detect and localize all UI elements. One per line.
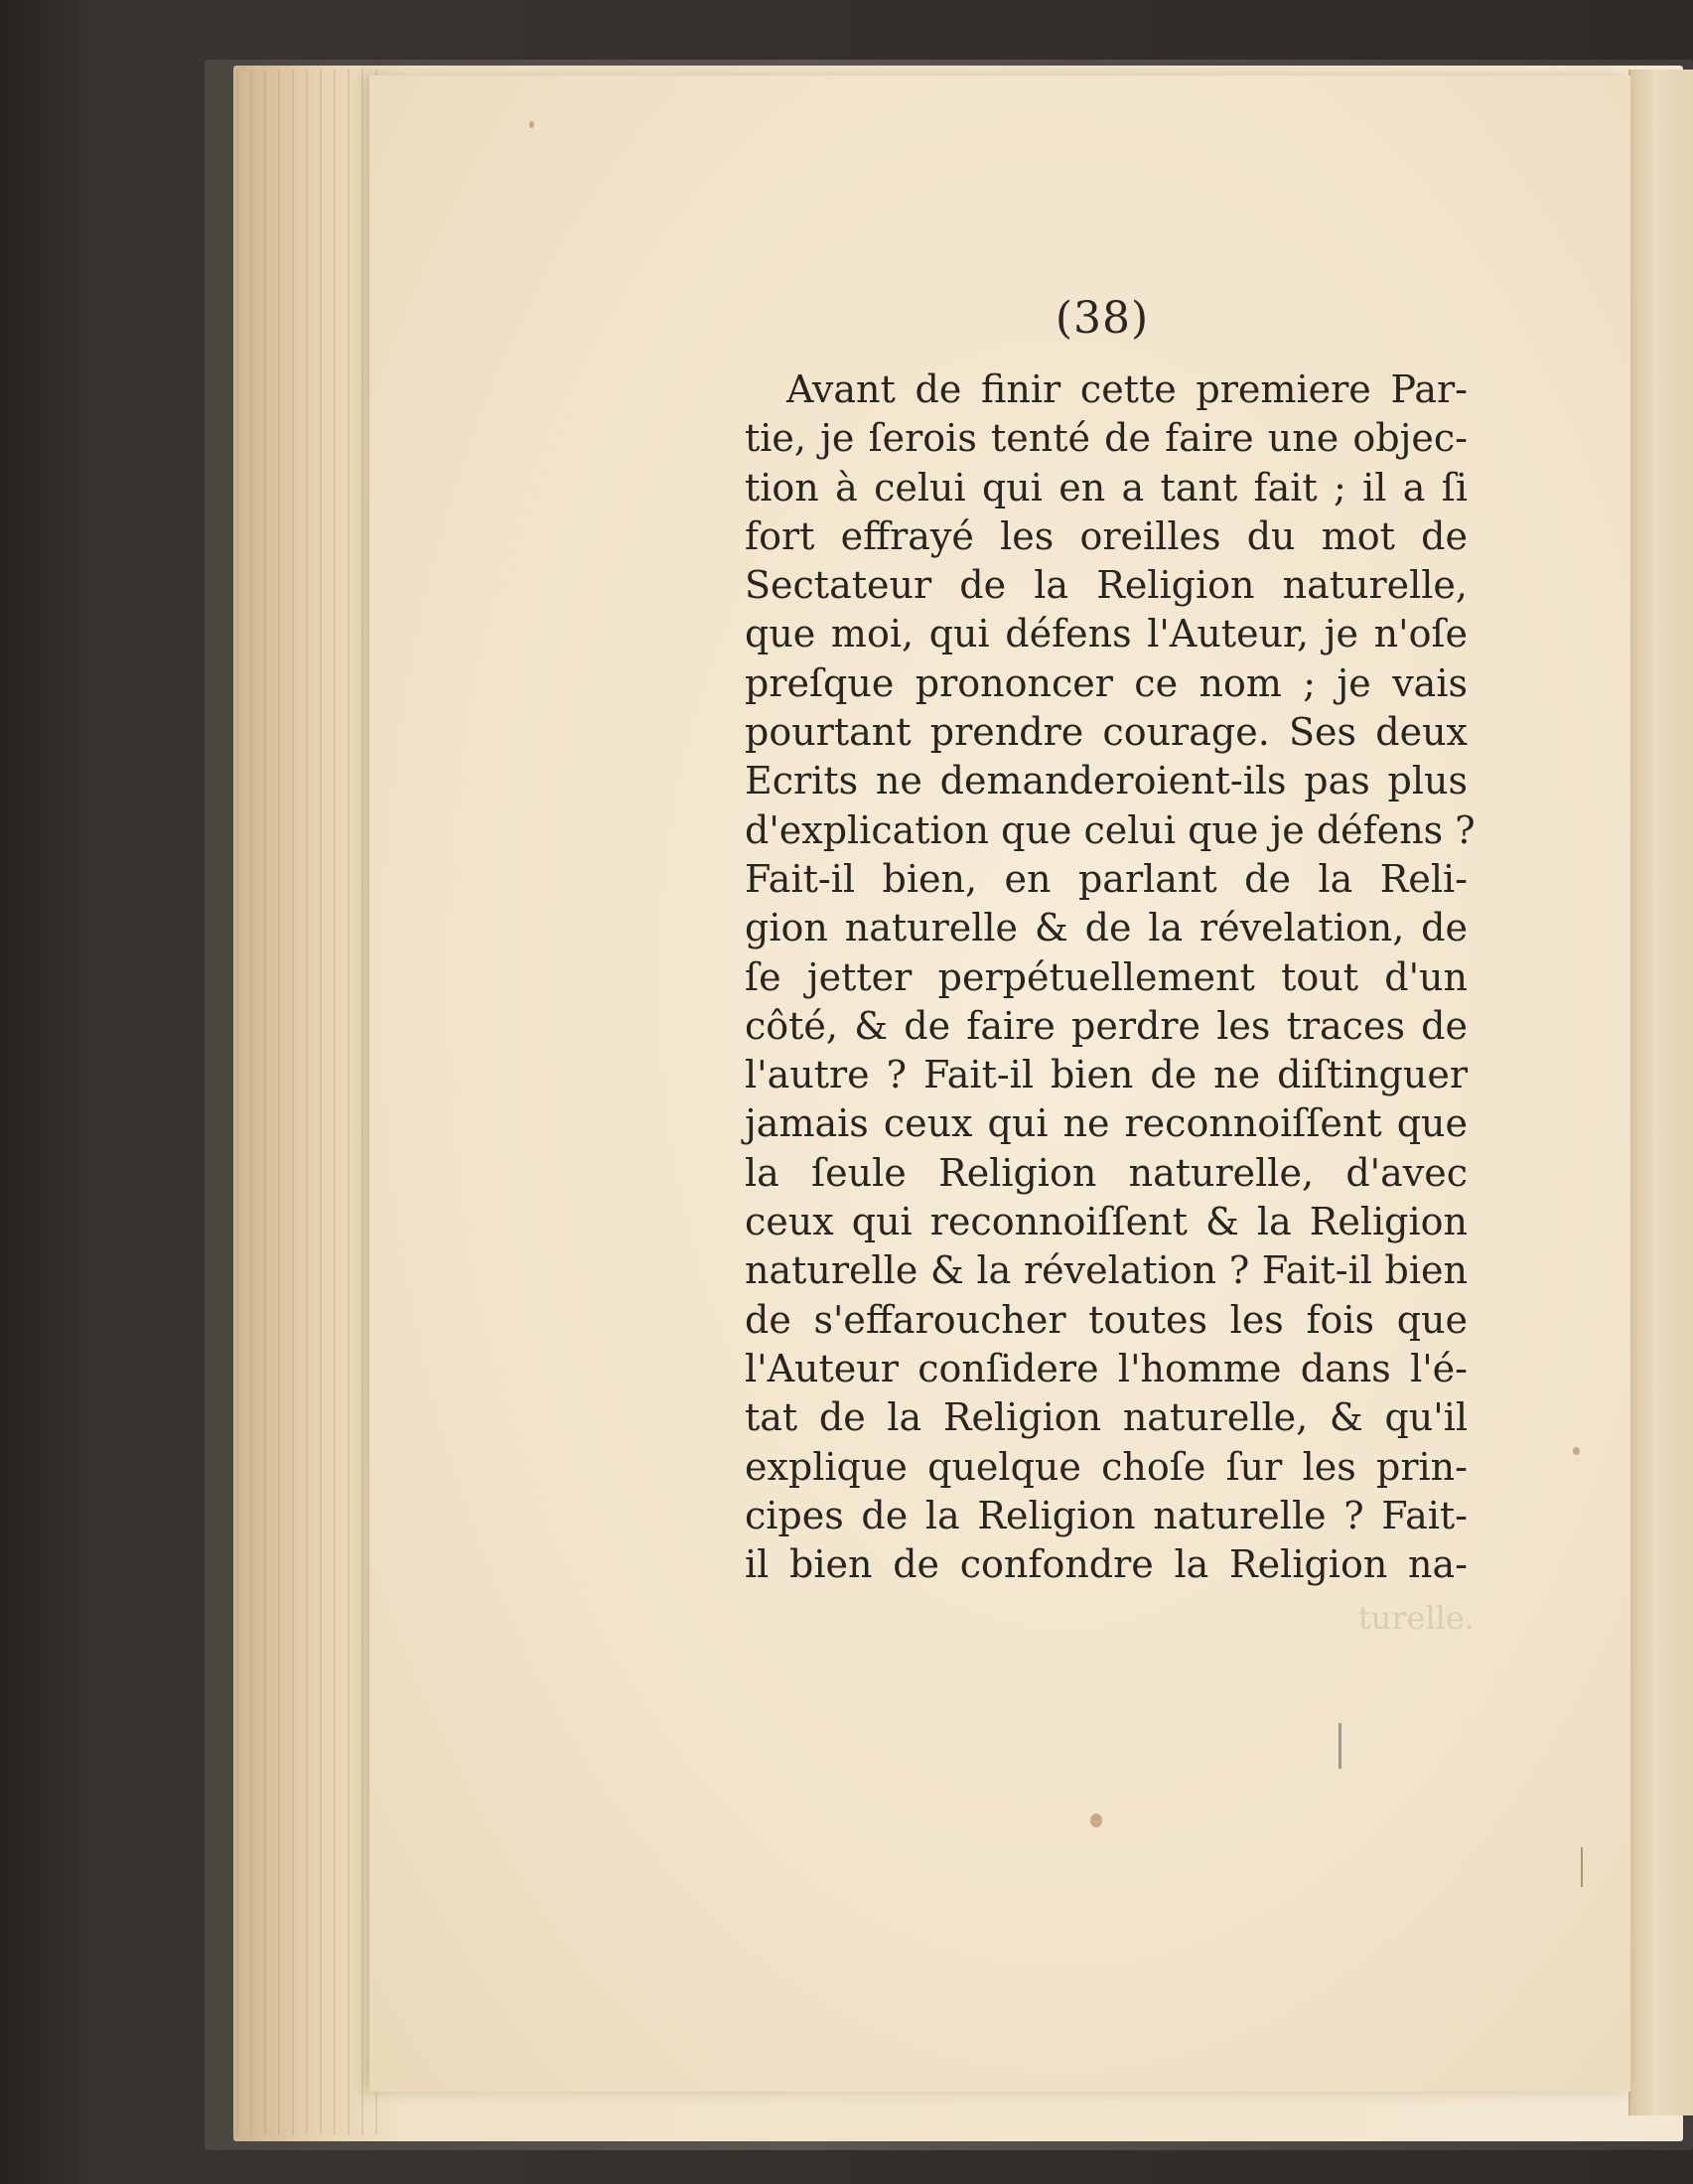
text-line: naturelle & la révelation ? Fait-il bien [745, 1248, 1468, 1293]
text-line: Sectateur de la Religion naturelle, [745, 563, 1468, 608]
foxing-spot [529, 121, 534, 128]
text-line: que moi, qui défens l'Auteur, je n'oſe [745, 612, 1468, 656]
text-line: ſe jetter perpétuellement tout d'un [745, 954, 1468, 999]
bleed-through-catchword: turelle. [1357, 1599, 1475, 1637]
text-line: explique quelque choſe ſur les prin- [745, 1444, 1468, 1489]
text-line: tat de la Religion naturelle, & qu'il [745, 1395, 1468, 1440]
text-line: jamais ceux qui ne reconnoiſſent que [745, 1101, 1468, 1146]
text-line: Avant de finir cette premiere Par- [786, 367, 1468, 411]
text-line: d'explication que celui que je défens ? [745, 807, 1476, 852]
text-line: fort effrayé les oreilles du mot de [745, 513, 1468, 558]
text-line: tie, je ſerois tenté de faire une objec- [745, 416, 1468, 461]
text-line: preſque prononcer ce nom ; je vais [745, 660, 1468, 705]
foxing-spot [1090, 1814, 1102, 1827]
text-line: de s'effaroucher toutes les fois que [745, 1297, 1468, 1342]
text-line: Ecrits ne demanderoient-ils pas plus [745, 759, 1468, 803]
page-number: (38) [1055, 293, 1150, 344]
ink-mark [1339, 1723, 1341, 1769]
text-line: la ſeule Religion naturelle, d'avec [745, 1150, 1468, 1195]
facing-page-edge [1628, 70, 1693, 2115]
text-line: il bien de confondre la Religion na- [745, 1542, 1468, 1587]
text-line: cipes de la Religion naturelle ? Fait- [745, 1493, 1468, 1537]
text-line: ceux qui reconnoiſſent & la Religion [745, 1200, 1468, 1244]
page-stack-edges [236, 70, 385, 2135]
body-text [745, 365, 1476, 1589]
text-line: l'autre ? Fait-il bien de ne diſtinguer [745, 1053, 1468, 1097]
foxing-spot [1573, 1447, 1580, 1455]
ink-mark [1581, 1847, 1583, 1887]
text-line: gion naturelle & de la révelation, de [745, 906, 1468, 950]
text-line: l'Auteur conſidere l'homme dans l'é- [745, 1346, 1468, 1390]
text-line: pourtant prendre courage. Ses deux [745, 710, 1468, 755]
text-line: tion à celui qui en a tant fait ; il a ſi [745, 465, 1468, 510]
text-line: côté, & de faire perdre les traces de [745, 1003, 1468, 1048]
text-line: Fait-il bien, en parlant de la Reli- [745, 856, 1468, 901]
